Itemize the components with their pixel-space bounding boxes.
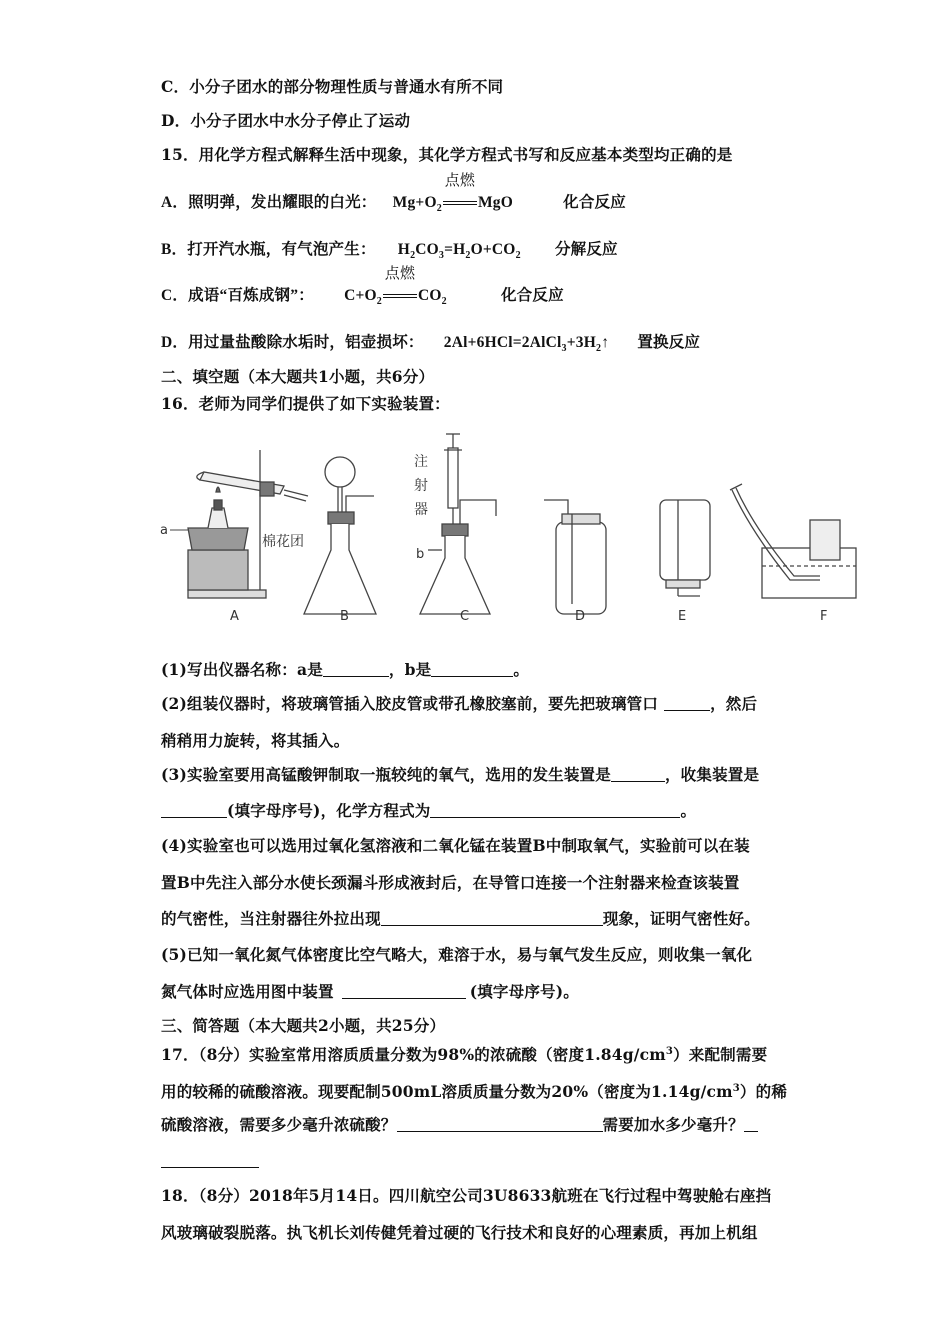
q17-l1-a: 17．（8分）实验室常用溶质质量分数为98%的浓硫酸（密度1.84g/cm	[161, 1045, 666, 1065]
q17-l1-b: ）来配制需要	[673, 1045, 768, 1065]
q15-a-sub: 2	[436, 203, 442, 215]
q15-option-c	[161, 266, 564, 312]
q15-c-left: C+O	[344, 287, 377, 304]
q15-c-text: C．成语“百炼成钢”：	[161, 287, 314, 304]
q16-part-1	[161, 660, 529, 680]
apparatus-svg	[160, 420, 860, 626]
q15-b-eq-3: =H	[444, 241, 466, 258]
q17-l2-sup: 3	[732, 1083, 740, 1094]
q17-line-1	[161, 1042, 767, 1065]
q16-p2-a: (2)组装仪器时，将玻璃管插入胶皮管或带孔橡胶塞前，要先把玻璃管口	[161, 694, 659, 713]
q16-part-2	[161, 694, 757, 714]
q16-p5-c: (填字母序号)。	[469, 982, 579, 1001]
q15-b-text: B．打开汽水瓶，有气泡产生：	[161, 241, 376, 258]
q16-p2-blank[interactable]	[664, 696, 710, 711]
q15-d-eq-3: ↑	[601, 334, 610, 351]
q16-part-4-l2: 置B中先注入部分水使长颈漏斗形成液封后，在导管口连接一个注射器来检查该装置	[161, 873, 740, 892]
q15-a-condition: 点燃	[444, 173, 476, 189]
q15-b-sub-3: 2	[465, 250, 471, 262]
q16-part-5-l2	[161, 982, 579, 1002]
q16-p3-d: 。	[680, 801, 697, 820]
q15-b-type: 分解反应	[554, 241, 618, 258]
section-2-title: 二、填空题（本大题共1小题，共6分）	[161, 367, 435, 386]
q15-c-sub: 2	[376, 296, 382, 308]
q15-c-arrow	[382, 266, 418, 306]
label-a: a	[160, 523, 168, 538]
q15-a-type: 化合反应	[563, 194, 626, 211]
q14-option-d: D．小分子团水中水分子停止了运动	[161, 111, 411, 130]
caption-b: B	[340, 609, 349, 624]
q16-part-5-l1: (5)已知一氧化氮气体密度比空气略大，难溶于水，易与氧气发生反应，则收集一氧化	[161, 945, 753, 964]
q17-l3-b: 需要加水多少毫升？	[602, 1115, 744, 1134]
q16-part-4-l3	[161, 909, 760, 929]
q15-b-sub-1: 2	[410, 250, 416, 262]
q17-line-4	[161, 1151, 259, 1171]
q17-l1-sup: 3	[665, 1046, 674, 1057]
q16-p4-c: 的气密性，当注射器往外拉出现	[161, 909, 381, 928]
q15-d-sub-1: 3	[561, 343, 567, 355]
q15-b-eq-4: O+CO	[470, 241, 516, 258]
q15-c-condition: 点燃	[384, 266, 416, 282]
q16-p5-b: 氮气体时应选用图中装置	[161, 982, 334, 1001]
q16-p2-b: ，然后	[710, 694, 758, 713]
apparatus-c	[420, 434, 496, 614]
q15-b-eq-1: H	[397, 241, 411, 258]
q15-c-right: CO	[417, 287, 442, 304]
q16-p3-blank-b[interactable]	[161, 803, 227, 818]
q15-option-a	[161, 173, 626, 219]
q16-p4-d: 现象，证明气密性好。	[602, 909, 760, 928]
q16-p3-c: (填字母序号)，化学方程式为	[227, 801, 431, 820]
q16-part-3	[161, 765, 759, 785]
caption-a: A	[230, 609, 239, 624]
q17-line-3	[161, 1115, 758, 1135]
apparatus-b	[304, 457, 376, 614]
q16-p3-b: ，收集装置是	[664, 765, 760, 784]
label-syringe-3: 器	[414, 502, 428, 518]
label-cotton: 棉花团	[262, 534, 304, 550]
q15-b-sub-2: 3	[438, 250, 445, 262]
q15-option-b	[161, 240, 618, 266]
q16-p3-a: (3)实验室要用高锰酸钾制取一瓶较纯的氧气，选用的发生装置是	[161, 765, 611, 784]
caption-d: D	[575, 609, 586, 624]
q15-a-right: MgO	[477, 194, 513, 211]
q17-blank-2b[interactable]	[161, 1153, 259, 1168]
q16-p3-blank-a[interactable]	[611, 767, 665, 782]
q15-d-sub-2: 2	[596, 343, 602, 355]
apparatus-e	[660, 500, 710, 596]
q15-d-text: D．用过量盐酸除水垢时，铝壶损坏：	[161, 334, 424, 351]
apparatus-a	[188, 450, 308, 598]
apparatus-d	[544, 500, 606, 614]
q18-line-1: 18．（8分）2018年5月14日。四川航空公司3U8633航班在飞行过程中驾驶舱右座挡	[161, 1186, 772, 1205]
q16-p1-c: 。	[513, 660, 530, 679]
q17-l2-b: ）的稀	[739, 1082, 788, 1102]
q15-c-sub-2: 2	[441, 296, 447, 308]
q16-p5-blank[interactable]	[342, 984, 466, 999]
caption-e: E	[678, 609, 687, 624]
q16-part-3-cont	[161, 801, 696, 821]
q17-l2-a: 用的较稀的硫酸溶液。现要配制500mL溶质质量分数为20%（密度为1.14g/cm	[161, 1082, 733, 1102]
q15-a-arrow	[442, 173, 478, 213]
section-3-title: 三、简答题（本大题共2小题，共25分）	[161, 1016, 446, 1035]
q14-option-c: C．小分子团水的部分物理性质与普通水有所不同	[161, 77, 504, 96]
q16-p4-blank[interactable]	[381, 911, 603, 926]
q18-line-2: 风玻璃破裂脱落。执飞机长刘传健凭着过硬的飞行技术和良好的心理素质，再加上机组	[161, 1223, 758, 1242]
q16-part-4-l1: (4)实验室也可以选用过氧化氢溶液和二氧化锰在装置B中制取氧气，实验前可以在装	[161, 836, 750, 855]
q15-a-text: A．照明弹，发出耀眼的白光：	[161, 194, 377, 211]
q16-p1-a: (1)写出仪器名称：a是	[161, 660, 323, 679]
q16-p3-blank-c[interactable]	[430, 803, 680, 818]
label-syringe-2: 射	[414, 478, 428, 494]
q17-line-2	[161, 1079, 787, 1102]
q15-c-type: 化合反应	[500, 287, 564, 304]
q15-b-sub-4: 2	[515, 250, 521, 262]
q15-stem: 15．用化学方程式解释生活中现象，其化学方程式书写和反应基本类型均正确的是	[161, 145, 733, 164]
q16-part-2-cont: 稍稍用力旋转，将其插入。	[161, 731, 350, 750]
q15-option-d	[161, 333, 700, 359]
caption-c: C	[460, 609, 470, 624]
q17-blank-2a[interactable]	[744, 1117, 758, 1132]
caption-f: F	[820, 609, 828, 624]
label-b: b	[416, 547, 425, 562]
q15-b-eq-2: CO	[415, 241, 439, 258]
q15-d-eq-2: +3H	[566, 334, 596, 351]
apparatus-figure	[160, 420, 860, 626]
q15-d-type: 置换反应	[637, 334, 701, 351]
q17-l3-a: 硫酸溶液，需要多少毫升浓硫酸？	[161, 1115, 397, 1134]
q16-p1-blank-b[interactable]	[431, 662, 513, 677]
q16-p1-b: ，b是	[388, 660, 432, 679]
q16-stem: 16．老师为同学们提供了如下实验装置：	[161, 394, 450, 413]
q15-a-left: Mg+O	[392, 194, 437, 211]
label-syringe-1: 注	[414, 454, 428, 470]
q17-blank-1[interactable]	[397, 1117, 603, 1132]
q16-p1-blank-a[interactable]	[323, 662, 389, 677]
q15-d-eq-1: 2Al+6HCl=2AlCl	[443, 334, 562, 351]
apparatus-f	[730, 484, 856, 598]
